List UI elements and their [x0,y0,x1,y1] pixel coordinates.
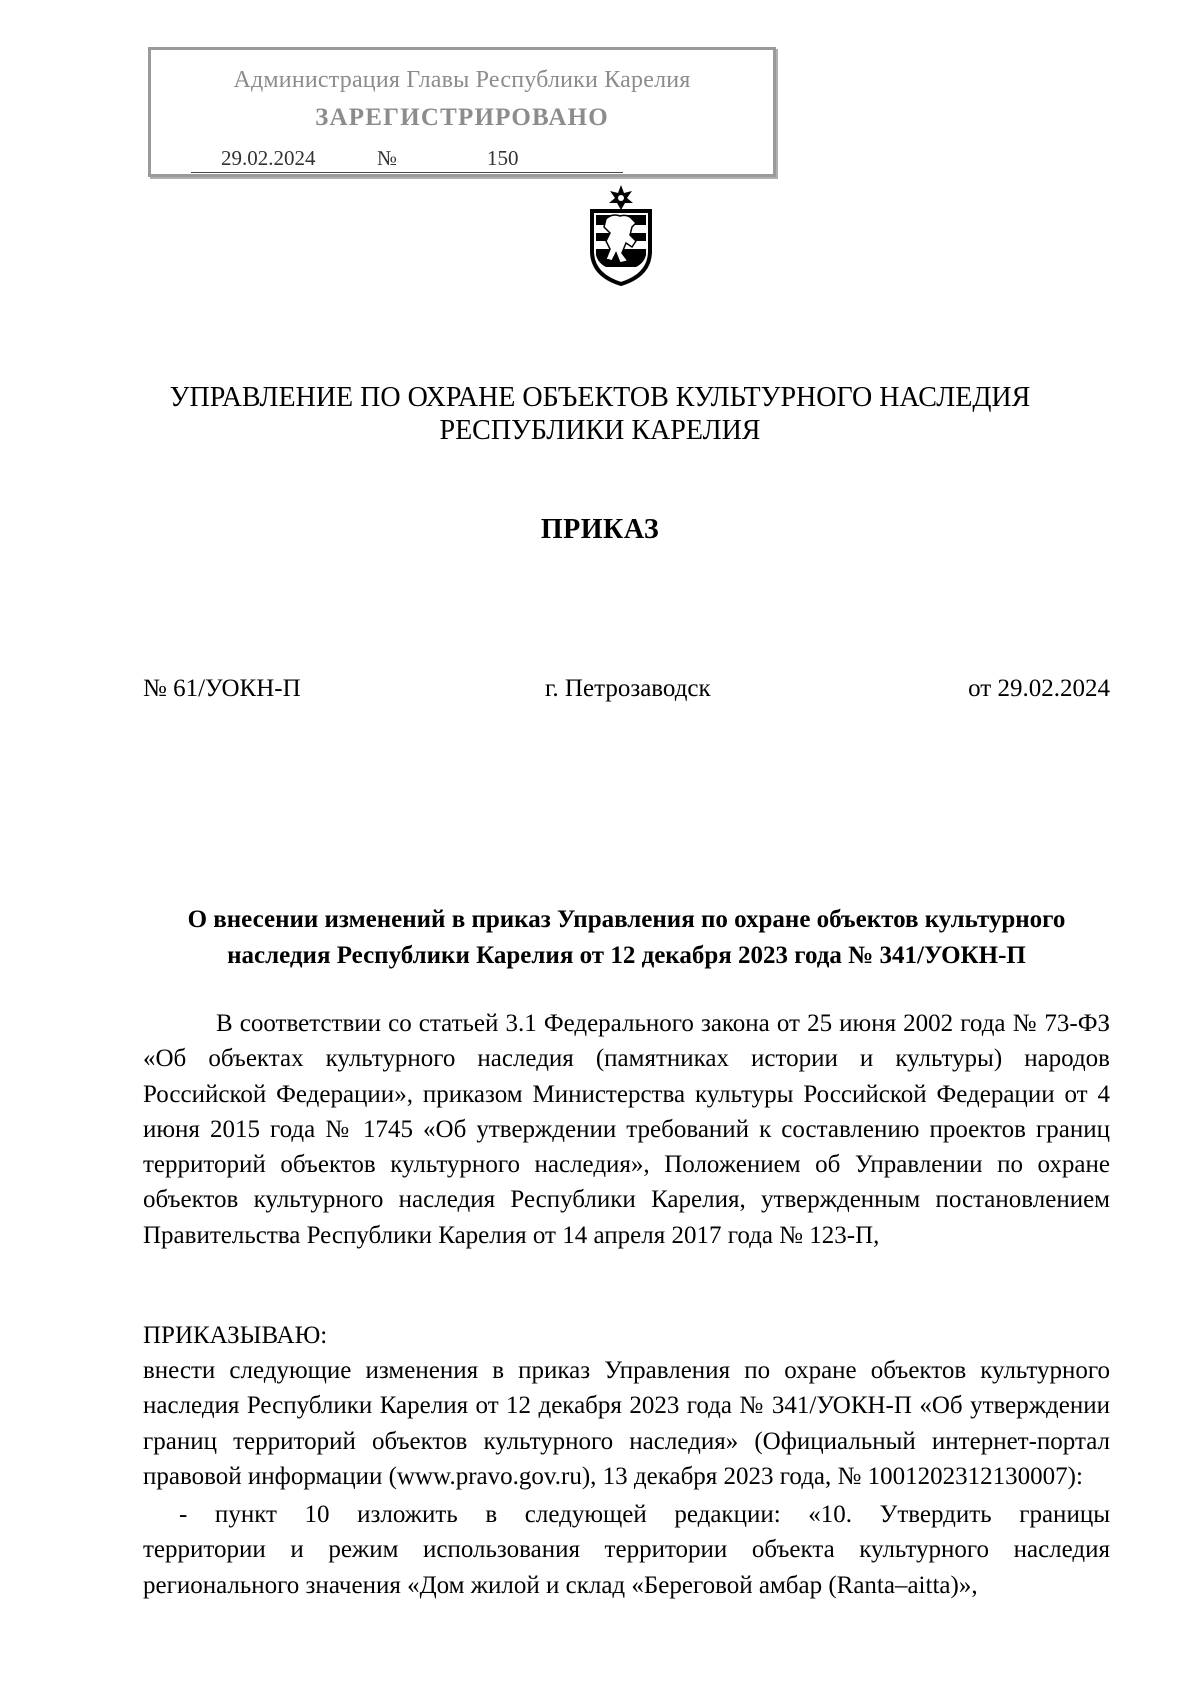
stamp-date: 29.02.2024 [221,146,316,170]
stamp-status: ЗАРЕГИСТРИРОВАНО [315,104,609,131]
document-city: г. Петрозаводск [545,675,711,702]
item-paragraph [143,1497,1110,1603]
item-continuation: территории и режим использования территории объекта культурного наследия регионального значения «Дом жилой и склад «Береговой амбар (Ranta–aitta)», [143,1536,1110,1599]
document-number: № 61/УОКН-П [143,675,301,702]
stamp-number-sign: № [377,146,398,170]
item-first-line: - пункт 10 изложить в следующей редакции: «10. Утвердить границы [179,1501,1110,1528]
subject-line2: наследия Республики Карелия от 12 декабря 2023 года № 341/УОКН-П [227,942,1026,969]
registration-stamp [148,47,776,177]
stamp-registration-line [191,146,623,173]
agency-name [0,381,1200,447]
document-type: ПРИКАЗ [540,514,660,545]
agency-name-line1: УПРАВЛЕНИЕ ПО ОХРАНЕ ОБЪЕКТОВ КУЛЬТУРНОГО НАСЛЕДИЯ [169,382,1031,413]
subject-line1: О внесении изменений в приказ Управления по охране объектов культурного [187,906,1066,933]
stamp-number: 150 [487,146,519,170]
order-paragraph: внести следующие изменения в приказ Управления по охране объектов культурного наследия Республики Карелия от 12 декабря 2023 года № 341/УОКН-П «Об утверждении границ территорий объектов культурного наследия» (Официальный интернет-портал правовой информации (www.pravo.gov.ru), 13 декабря 2023 года, № 1001202312130007): [143,1357,1110,1490]
order-word: ПРИКАЗЫВАЮ: [143,1322,328,1349]
document-subject [143,902,1110,974]
agency-name-line2: РЕСПУБЛИКИ КАРЕЛИЯ [439,415,761,446]
stamp-org: Администрация Главы Республики Карелия [233,67,691,93]
document-date: от 29.02.2024 [968,675,1110,702]
preamble-paragraph: В соответствии со статьей 3.1 Федерального закона от 25 июня 2002 года № 73-ФЗ «Об объектах культурного наследия (памятниках истории и культуры) народов Российской Федерации», приказом Министерства культуры Российской Федерации от 4 июня 2015 года № 1745 «Об утверждении требований к составлению проектов границ территорий объектов культурного наследия», Положением об Управлении по охране объектов культурного наследия Республики Карелия, утвержденным постановлением Правительства Республики Карелия от 14 апреля 2017 года № 123-П, [143,1010,1110,1249]
karelia-coat-of-arms-icon [586,183,656,286]
